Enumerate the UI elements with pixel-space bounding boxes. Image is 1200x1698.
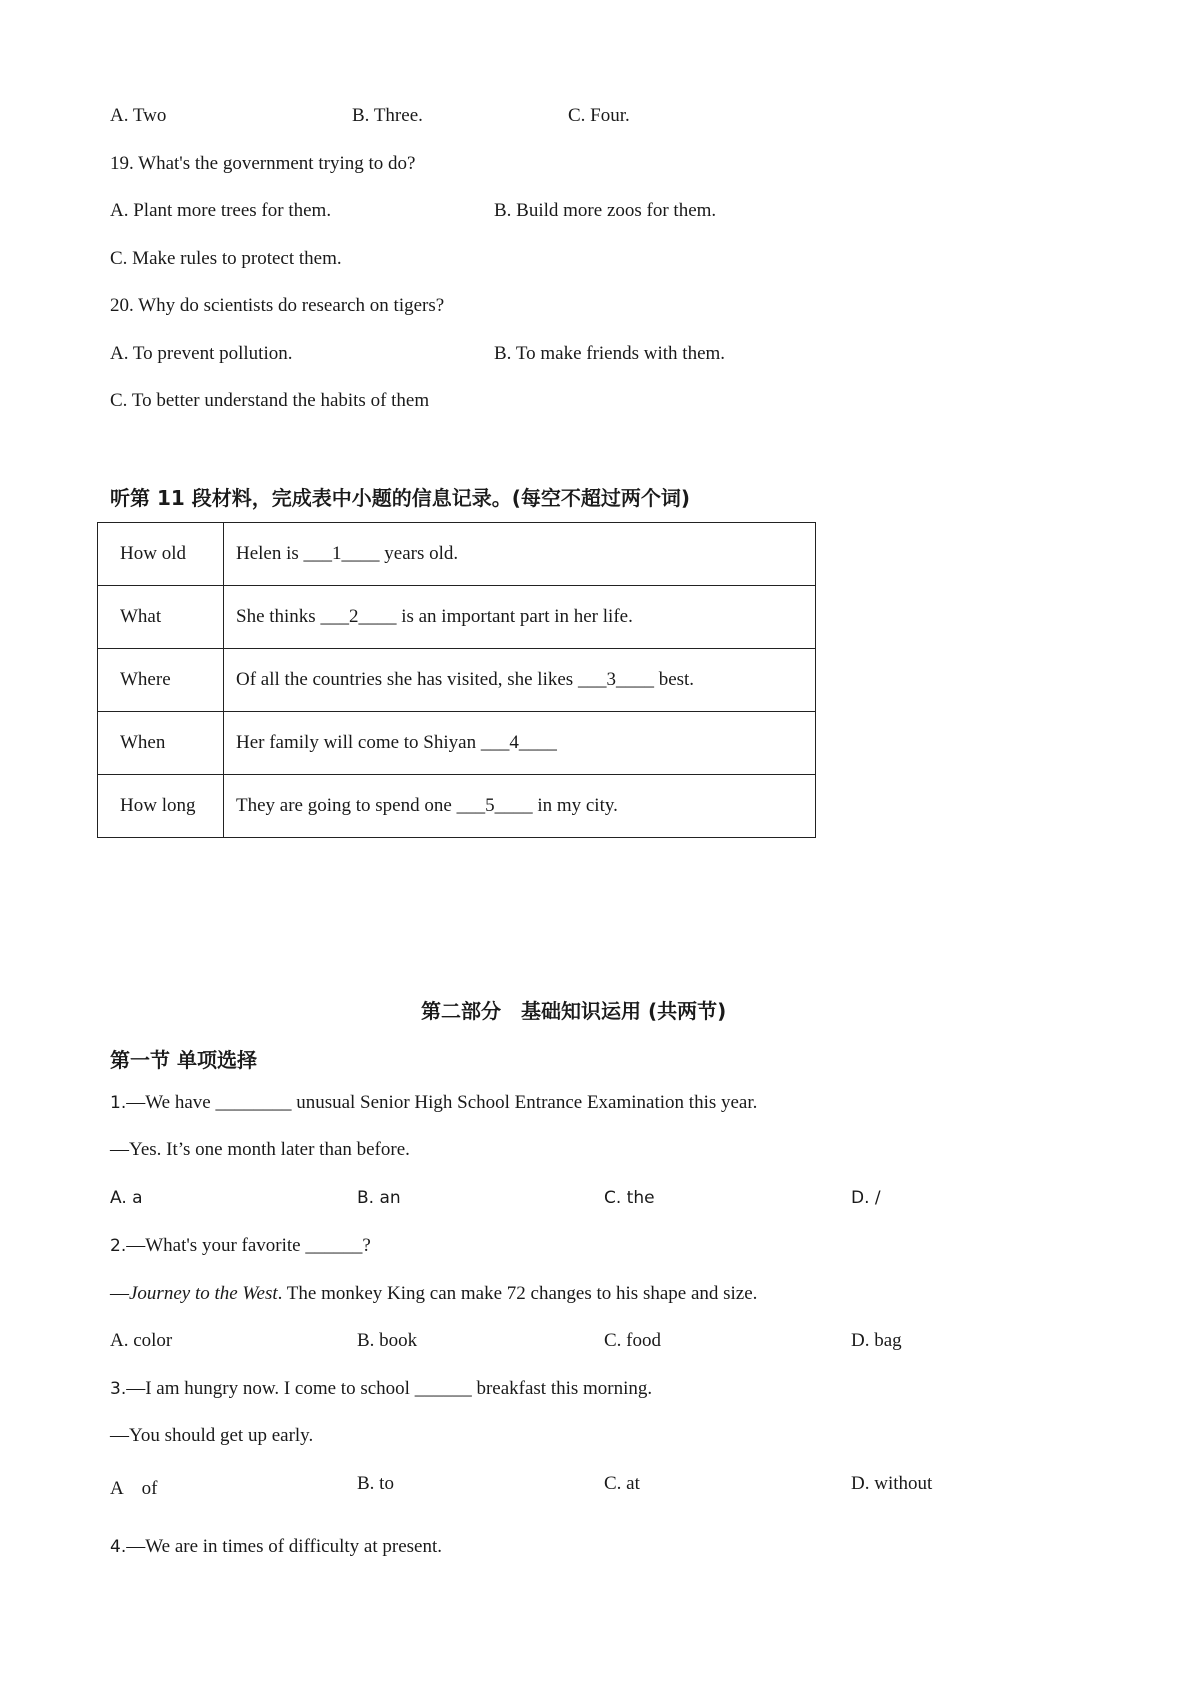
option-2b: B. book bbox=[357, 1330, 418, 1351]
option-20b: B. To make friends with them. bbox=[494, 343, 726, 364]
mc-answer-3: —You should get up early. bbox=[110, 1425, 314, 1446]
content-text: Helen is bbox=[236, 543, 304, 564]
content-text: best. bbox=[653, 669, 695, 690]
table-row bbox=[98, 775, 816, 838]
question-number: 3. bbox=[110, 1379, 127, 1399]
mc-question-1 bbox=[110, 1092, 757, 1114]
option-1a: A. a bbox=[110, 1188, 143, 1208]
mc-question-4 bbox=[110, 1536, 442, 1558]
option-20c: C. To better understand the habits of them bbox=[110, 390, 430, 411]
answer-blank[interactable]: ___5____ bbox=[456, 795, 533, 816]
option-18a: A. Two bbox=[110, 105, 167, 126]
row-label: What bbox=[98, 586, 224, 649]
row-content bbox=[224, 586, 816, 649]
mc-answer-1: —Yes. It’s one month later than before. bbox=[110, 1139, 410, 1160]
mc-answer-2 bbox=[110, 1283, 757, 1305]
mc-question-2 bbox=[110, 1235, 371, 1257]
question-text: —We have ________ unusual Senior High School Entrance Examination this year. bbox=[126, 1092, 758, 1113]
option-3b: B. to bbox=[357, 1473, 394, 1494]
question-text: —I am hungry now. I come to school ______ breakfast this morning. bbox=[126, 1378, 653, 1399]
question-text: —We are in times of difficulty at present. bbox=[126, 1536, 442, 1557]
dash: — bbox=[110, 1283, 129, 1304]
option-3d: D. without bbox=[851, 1473, 933, 1494]
table-row bbox=[98, 586, 816, 649]
question-number: 4. bbox=[110, 1537, 127, 1557]
option-2c: C. food bbox=[604, 1330, 661, 1351]
answer-blank[interactable]: ___4____ bbox=[480, 732, 557, 753]
option-18b: B. Three. bbox=[352, 105, 423, 126]
row-label: Where bbox=[98, 649, 224, 712]
content-text: in my city. bbox=[532, 795, 618, 816]
question-20: 20. Why do scientists do research on tigers? bbox=[110, 295, 445, 316]
table-row bbox=[98, 712, 816, 775]
content-text: is an important part in her life. bbox=[396, 606, 633, 627]
info-table bbox=[97, 522, 816, 838]
option-19b: B. Build more zoos for them. bbox=[494, 200, 717, 221]
option-1c: C. the bbox=[604, 1188, 655, 1208]
option-19c: C. Make rules to protect them. bbox=[110, 248, 342, 269]
question-19: 19. What's the government trying to do? bbox=[110, 153, 416, 174]
answer-blank[interactable]: ___1____ bbox=[303, 543, 380, 564]
row-content bbox=[224, 523, 816, 586]
content-text: Of all the countries she has visited, she likes bbox=[236, 669, 578, 690]
question-text: —What's your favorite ______? bbox=[126, 1235, 371, 1256]
row-content bbox=[224, 712, 816, 775]
content-text: Her family will come to Shiyan bbox=[236, 732, 481, 753]
mc-question-3 bbox=[110, 1378, 652, 1400]
answer-blank[interactable]: ___2____ bbox=[320, 606, 397, 627]
section-1-title: 第一节 单项选择 bbox=[110, 1048, 257, 1072]
option-1d: D. / bbox=[851, 1188, 881, 1208]
row-content bbox=[224, 649, 816, 712]
section-11-title: 听第 11 段材料，完成表中小题的信息记录。(每空不超过两个词) bbox=[110, 486, 691, 510]
option-2d: D. bag bbox=[851, 1330, 902, 1351]
row-label: How old bbox=[98, 523, 224, 586]
content-text: She thinks bbox=[236, 606, 321, 627]
answer-blank[interactable]: ___3____ bbox=[577, 669, 654, 690]
book-title: Journey to the West bbox=[129, 1283, 278, 1304]
row-label: How long bbox=[98, 775, 224, 838]
answer-text: . The monkey King can make 72 changes to his shape and size. bbox=[277, 1283, 758, 1304]
content-text: They are going to spend one bbox=[236, 795, 457, 816]
row-content bbox=[224, 775, 816, 838]
option-18c: C. Four. bbox=[568, 105, 630, 126]
option-2a: A. color bbox=[110, 1330, 173, 1351]
row-label: When bbox=[98, 712, 224, 775]
question-number: 1. bbox=[110, 1093, 127, 1113]
table-row bbox=[98, 649, 816, 712]
question-number: 2. bbox=[110, 1236, 127, 1256]
option-3a: A of bbox=[110, 1478, 158, 1499]
option-3c: C. at bbox=[604, 1473, 640, 1494]
option-20a: A. To prevent pollution. bbox=[110, 343, 293, 364]
option-19a: A. Plant more trees for them. bbox=[110, 200, 332, 221]
part-2-title: 第二部分 基础知识运用 (共两节) bbox=[421, 999, 727, 1023]
table-row bbox=[98, 523, 816, 586]
option-1b: B. an bbox=[357, 1188, 401, 1208]
content-text: years old. bbox=[379, 543, 459, 564]
